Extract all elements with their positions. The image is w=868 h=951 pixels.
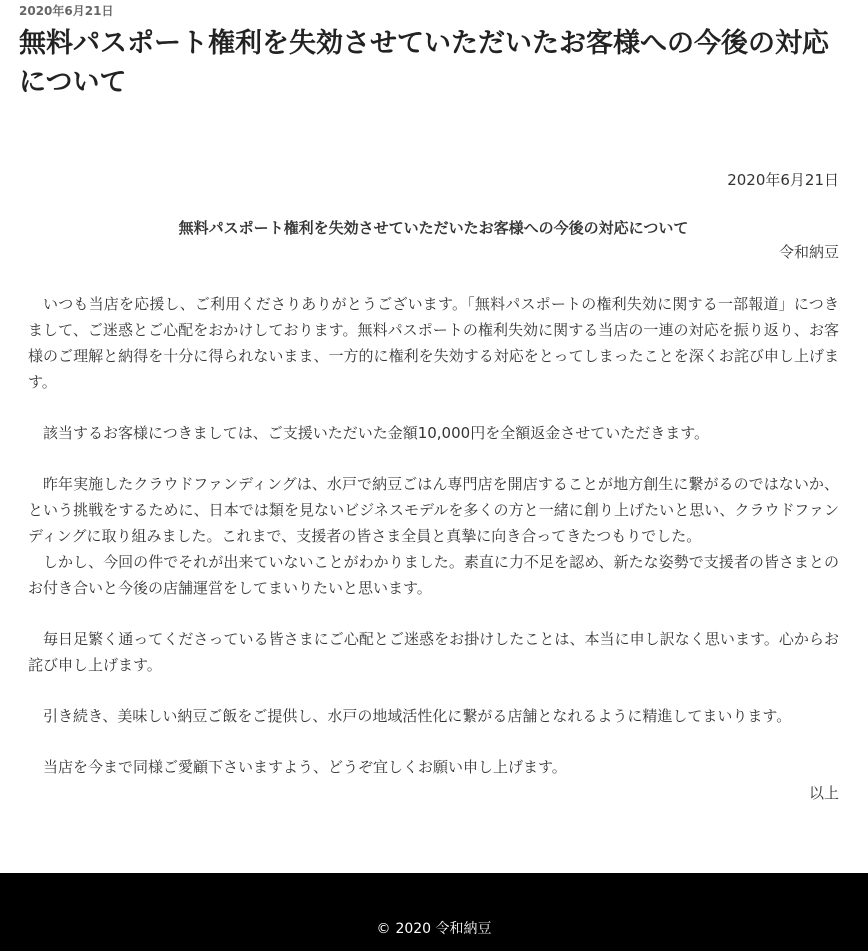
- paragraph-commitment: 引き続き、美味しい納豆ご飯をご提供し、水戸の地域活性化に繋がる店舗となれるように精進してまいります。: [43, 707, 792, 725]
- paragraph-crowdfunding: 昨年実施したクラウドファンディングは、水戸で納豆ごはん専門店を開店することが地方創生に繋がるのではないか、という挑戦をするために、日本では類を見ないビジネスモデルを多くの方と一緒に創り上げたいと思い、クラウドファンディングに取り組みました。これまで、支援者の皆さま全員と真摯に向き合ってきたつもりでした。: [28, 475, 839, 545]
- paragraph-apology: いつも当店を応援し、ご利用くださりありがとうございます。「無料パスポートの権利失効に関する一部報道」につきまして、ご迷惑とご心配をおかけしております。無料パスポートの権利失効に関する当店の一連の対応を振り返り、お客様のご理解と納得を十分に得られないまま、一方的に権利を失効する対応をとってしまったことを深くお詫び申し上げます。: [28, 295, 839, 391]
- post-date: 2020年6月21日: [19, 4, 114, 18]
- document-author: 令和納豆: [778, 243, 839, 261]
- post-title: 無料パスポート権利を失効させていただいたお客様への今後の対応について: [19, 28, 829, 98]
- paragraph-refund: 該当するお客様につきましては、ご支援いただいた金額10,000円を全額返金させていただきます。: [43, 424, 709, 442]
- footer: [0, 873, 868, 951]
- copyright-icon: ©: [376, 921, 391, 937]
- document-date: 2020年6月21日: [727, 171, 839, 189]
- paragraph-regular-customers: 毎日足繁く通ってくださっている皆さまにご心配とご迷惑をお掛けしたことは、本当に申し訳なく思います。心からお詫び申し上げます。: [28, 630, 839, 674]
- paragraph-request: 当店を今まで同様ご愛顧下さいますよう、どうぞ宜しくお願い申し上げます。: [43, 758, 567, 776]
- document-heading: 無料パスポート権利を失効させていただいたお客様への今後の対応について: [178, 219, 689, 237]
- article-content: [28, 168, 839, 806]
- footer-copyright: [0, 920, 868, 938]
- closing-text: 以上: [808, 784, 839, 802]
- paragraph-reflection: しかし、今回の件でそれが出来ていないことがわかりました。素直に力不足を認め、新たな姿勢で支援者の皆さまとのお付き合いと今後の店舗運営をしてまいりたいと思います。: [28, 553, 839, 597]
- footer-text: 2020 令和納豆: [395, 921, 492, 937]
